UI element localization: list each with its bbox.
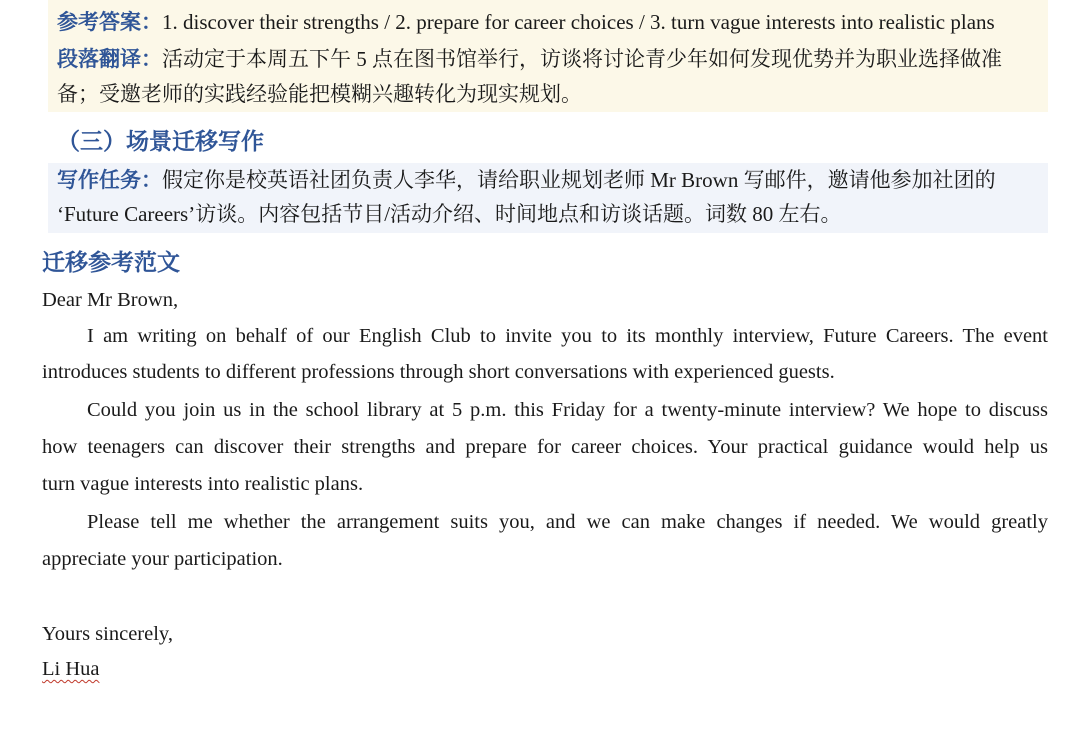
task-label: 写作任务 [57, 168, 141, 192]
task-text-2: ‘Future Careers’访谈。内容包括节目/活动介绍、时间地点和访谈话题。词数 80 左右。 [57, 202, 842, 226]
translation-line-1 [57, 45, 1002, 73]
paragraph-1-line-2: introduces students to different professions through short conversations with experienced guests. [42, 361, 835, 383]
paragraph-2-line-3: turn vague interests into realistic plans. [42, 473, 364, 495]
task-text-1: 假定你是校英语社团负责人李华，请给职业规划老师 Mr Brown 写邮件，邀请他参加社团的 [162, 168, 996, 192]
paragraph-3-line-2: appreciate your participation. [42, 548, 283, 570]
signature-line [42, 655, 100, 683]
paragraph-2-line-1-text: Could you join us in the school library at 5 p.m. this Friday for a twenty-minute interview? We hope to discuss [87, 399, 1048, 421]
signature: Li Hua [42, 658, 100, 680]
paragraph-1-line-1-text: I am writing on behalf of our English Club to invite you to its monthly interview, Future Careers. The event [87, 325, 1048, 347]
paragraph-3-line-1 [87, 508, 1048, 536]
paragraph-2-line-2 [42, 433, 1048, 461]
closing: Yours sincerely, [42, 623, 173, 645]
translation-text-1: 活动定于本周五下午 5 点在图书馆举行，访谈将讨论青少年如何发现优势并为职业选择做准 [162, 47, 1002, 71]
translation-line-2 [57, 80, 582, 108]
answer-label: 参考答案 [57, 10, 141, 34]
paragraph-3-line-1-text: Please tell me whether the arrangement suits you, and we can make changes if needed. We would greatly [87, 511, 1048, 533]
answer-colon: ： [141, 10, 162, 34]
answer-text: 1. discover their strengths / 2. prepare for career choices / 3. turn vague interests into realistic plans [162, 10, 995, 34]
translation-colon: ： [141, 47, 162, 71]
paragraph-2-line-1 [87, 396, 1048, 424]
paragraph-2-line-2-text: how teenagers can discover their strengths and prepare for career choices. Your practical guidance would help us [42, 436, 1048, 458]
translation-label: 段落翻译 [57, 47, 141, 71]
transfer-section-heading: （三）场景迁移写作 [57, 129, 264, 154]
task-colon: ： [141, 168, 162, 192]
answer-line [57, 8, 995, 36]
translation-text-2: 备；受邀老师的实践经验能把模糊兴趣转化为现实规划。 [57, 82, 582, 106]
paragraph-1-line-1 [87, 322, 1048, 350]
task-line-1 [57, 166, 996, 194]
task-line-2 [57, 200, 842, 228]
model-essay-heading: 迁移参考范文 [42, 250, 180, 275]
salutation: Dear Mr Brown, [42, 289, 179, 311]
